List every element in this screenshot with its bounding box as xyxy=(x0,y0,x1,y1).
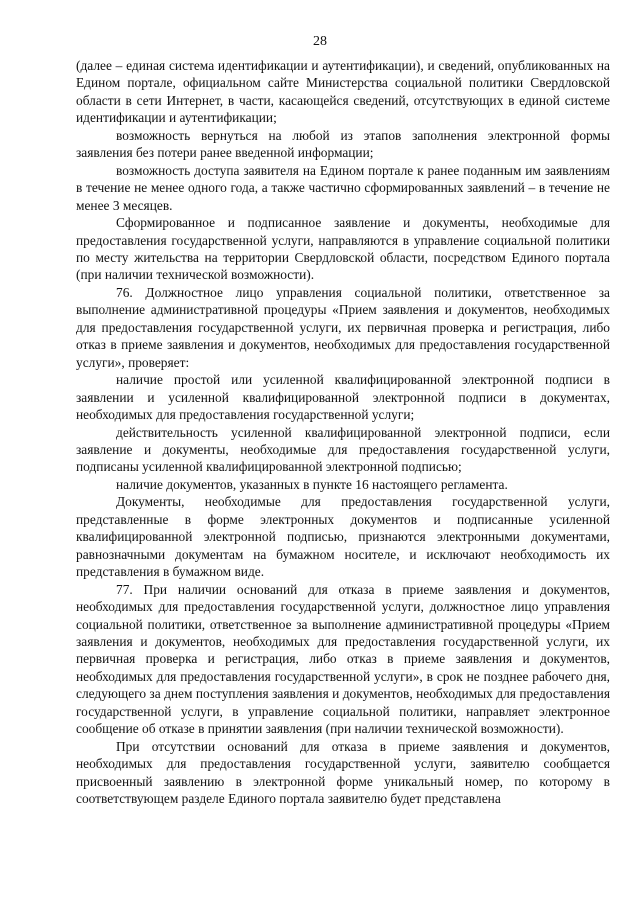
paragraph-return-to-step: возможность вернуться на любой из этапов заполнения электронной формы заявления без потери ранее введенной информации; xyxy=(76,127,610,161)
paragraph-76: 76. Должностное лицо управления социальной политики, ответственное за выполнение административной процедуры «Прием заявления и документов, необходимых для предоставления государственной услуги, их первичная проверка и регистрация, либо отказ в приеме заявления и документов, необходимых для предоставления государственной услуги», проверяет: xyxy=(76,284,610,370)
paragraph-electronic-documents: Документы, необходимые для предоставления государственной услуги, представленные в форме электронных документов и подписанные усиленной квалифицированной электронной подписью, признаются электронными документами, равнозначными документам на бумажном носителе, и исключают необходимость их представления в бумажном виде. xyxy=(76,494,610,580)
paragraph-signature-presence: наличие простой или усиленной квалифицированной электронной подписи в заявлении и усиленной квалифицированной электронной подписи в документах, необходимых для предоставления государственной услуги; xyxy=(76,372,610,423)
paragraph-continuation: (далее – единая система идентификации и аутентификации), и сведений, опубликованных на Едином портале, официальном сайте Министерства социальной политики Свердловской области в сети Интернет, в части, касающейся сведений, отсутствующих в единой системе идентификации и аутентификации; xyxy=(76,58,610,126)
paragraph-signature-validity: действительность усиленной квалифицированной электронной подписи, если заявление и документы, необходимые для предоставления государственной услуги, подписаны усиленной квалифицированной электронной подписью; xyxy=(76,424,610,475)
document-body xyxy=(76,57,610,807)
paragraph-no-grounds: При отсутствии оснований для отказа в приеме заявления и документов, необходимых для предоставления государственной услуги, заявителю сообщается присвоенный заявлению в электронной форме уникальный номер, по которому в соответствующем разделе Единого портала заявителю будет представлена xyxy=(76,738,610,807)
paragraph-access-to-applications: возможность доступа заявителя на Едином портале к ранее поданным им заявлениям в течение не менее одного года, а также частично сформированных заявлений – в течение не менее 3 месяцев. xyxy=(76,162,610,213)
page-number: 28 xyxy=(313,34,327,49)
paragraph-signed-application: Сформированное и подписанное заявление и документы, необходимые для предоставления государственной услуги, направляются в управление социальной политики по месту жительства на территории Свердловской области, посредством Единого портала (при наличии технической возможности). xyxy=(76,215,610,283)
paragraph-77: 77. При наличии оснований для отказа в приеме заявления и документов, необходимых для предоставления государственной услуги, должностное лицо управления социальной политики, ответственное за выполнение административной процедуры «Прием заявления и документов, необходимых для предоставления государственной услуги, их первичная проверка и регистрация, либо отказ в приеме заявления и документов, необходимых для предоставления государственной услуги», в срок не позднее рабочего дня, следующего за днем поступления заявления и документов, необходимых для предоставления государственной услуги, в управление социальной политики, направляет электронное сообщение об отказе в принятии заявления (при наличии технической возможности). xyxy=(76,581,610,737)
paragraph-documents-presence: наличие документов, указанных в пункте 16 настоящего регламента. xyxy=(116,476,508,492)
